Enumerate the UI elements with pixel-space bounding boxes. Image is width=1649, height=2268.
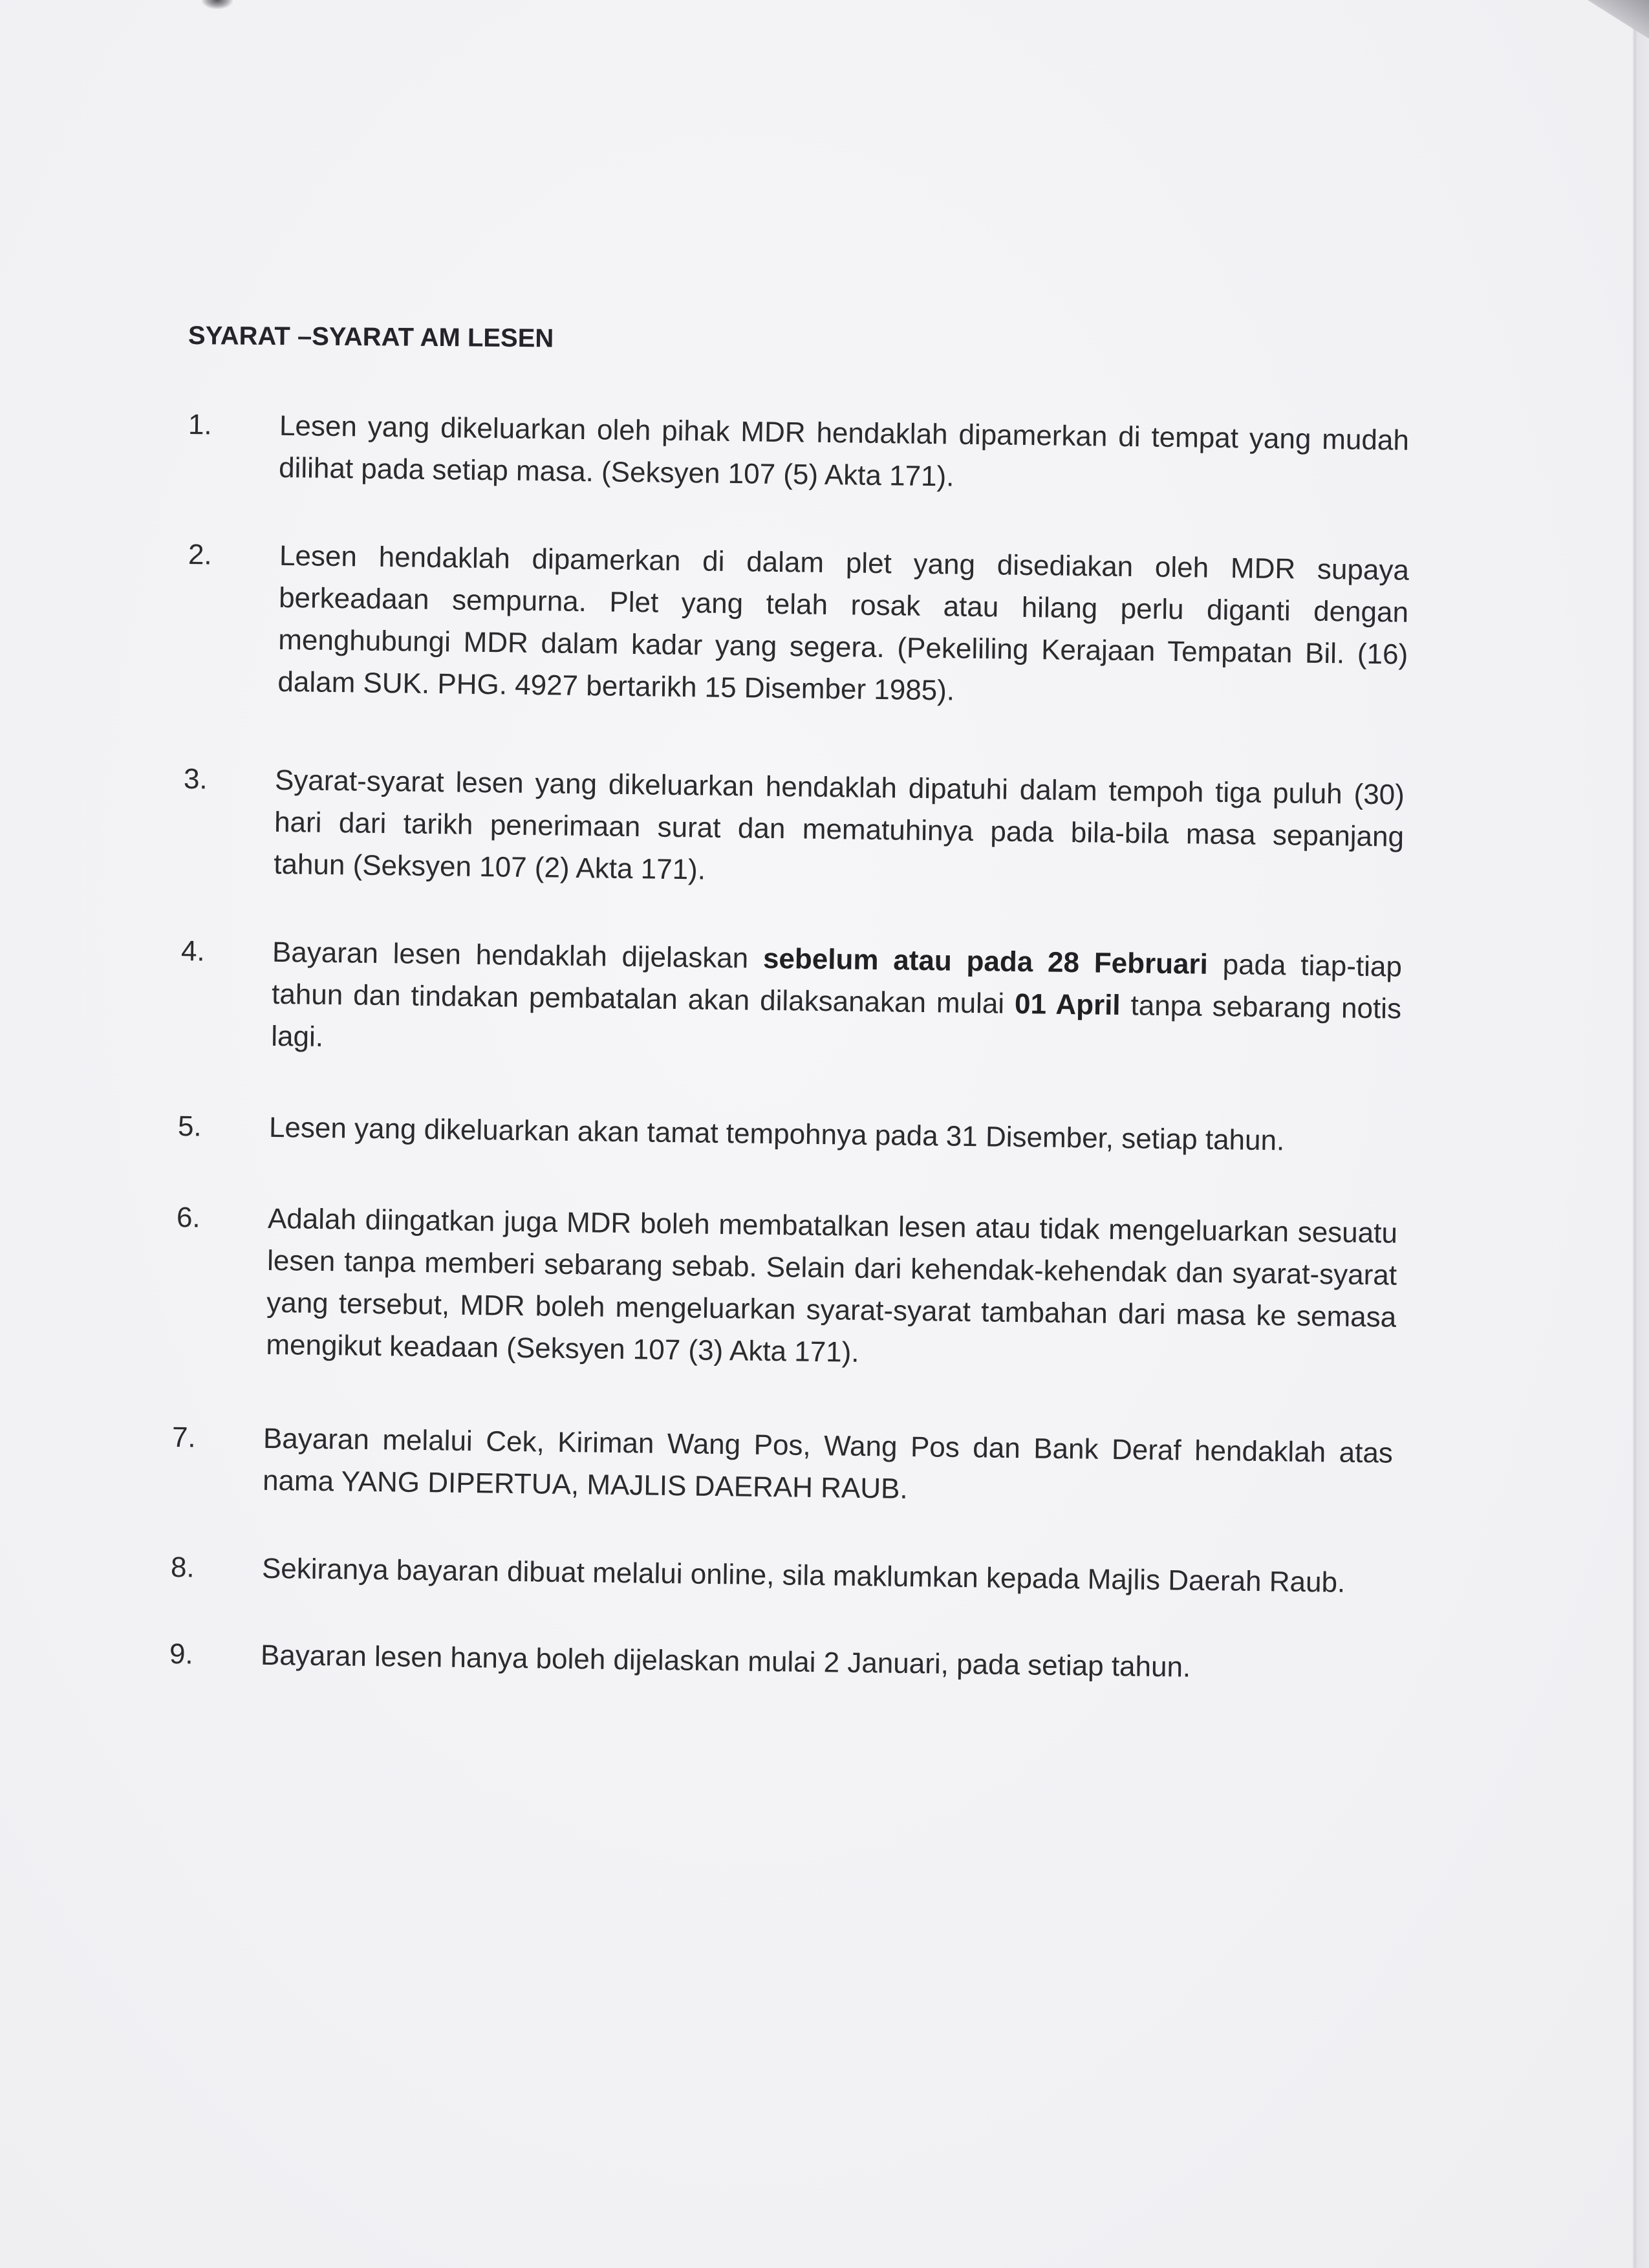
condition-text-line: tahun (Seksyen 107 (2) Akta 171).: [273, 848, 706, 886]
condition-number: 1.: [188, 409, 213, 441]
condition-text: [262, 1548, 1392, 1604]
condition-text-line: Syarat-syarat lesen yang dikeluarkan hendaklah dipatuhi dalam tempoh tiga puluh (30): [274, 764, 1405, 811]
scan-page-edge: [1632, 0, 1649, 2268]
scan-smudge-mark: [202, 0, 233, 9]
scan-corner-shadow: [1588, 0, 1649, 39]
bold-deadline-text: sebelum atau pada 28 Februari: [762, 942, 1209, 980]
condition-text: [261, 1634, 1391, 1691]
condition-text-line: dilihat pada setiap masa. (Seksyen 107 (5) Akta 171).: [278, 451, 954, 493]
condition-number: 5.: [177, 1110, 202, 1143]
text-segment: tanpa sebarang notis: [1120, 989, 1402, 1025]
condition-text-line: berkeadaan sempurna. Plet yang telah rosak atau hilang perlu diganti dengan: [278, 581, 1409, 629]
condition-text-line: Bayaran lesen hanya boleh dijelaskan mulai 2 Januari, pada setiap tahun.: [260, 1639, 1191, 1683]
text-segment: pada tiap-tiap: [1207, 948, 1403, 983]
condition-number: 8.: [170, 1551, 195, 1584]
condition-text: [274, 759, 1405, 900]
text-segment: lagi.: [270, 1020, 324, 1053]
condition-text-line: Adalah diingatkan juga MDR boleh membatalkan lesen atau tidak mengeluarkan sesuatu: [267, 1202, 1398, 1249]
bold-cancellation-date: 01 April: [1014, 988, 1121, 1022]
condition-text-line: mengikut keadaan (Seksyen 107 (3) Akta 171).: [266, 1328, 859, 1368]
condition-number: 2.: [188, 539, 213, 571]
condition-text-line: yang tersebut, MDR boleh mengeluarkan syarat-syarat tambahan dari masa ke semasa: [266, 1286, 1397, 1334]
condition-number: 6.: [176, 1202, 201, 1234]
condition-text-line: menghubungi MDR dalam kadar yang segera. (Pekeliling Kerajaan Tempatan Bil. (16): [277, 623, 1408, 671]
condition-text-line: Bayaran melalui Cek, Kiriman Wang Pos, Wang Pos dan Bank Deraf hendaklah atas: [263, 1422, 1394, 1469]
condition-text: [277, 535, 1409, 718]
condition-text-line: Sekiranya bayaran dibuat melalui online, sila maklumkan kepada Majlis Daerah Raub.: [261, 1552, 1346, 1599]
condition-text: [263, 1418, 1394, 1517]
condition-text-line: lesen tanpa memberi sebarang sebab. Selain dari kehendak-kehendak dan syarat-syarat: [266, 1244, 1397, 1291]
condition-number: 9.: [169, 1638, 194, 1670]
condition-number: 4.: [180, 935, 206, 967]
condition-text-line: Lesen yang dikeluarkan akan tamat tempohnya pada 31 Disember, setiap tahun.: [268, 1111, 1285, 1157]
condition-text-line: nama YANG DIPERTUA, MAJLIS DAERAH RAUB.: [262, 1464, 909, 1505]
text-segment: tahun dan tindakan pembatalan akan dilaksanakan mulai: [271, 978, 1015, 1020]
condition-text: [269, 1107, 1399, 1163]
condition-text-line: hari dari tarikh penerimaan surat dan mematuhinya pada bila-bila masa sepanjang: [274, 806, 1405, 853]
document-title: SYARAT –SYARAT AM LESEN: [188, 321, 554, 353]
text-segment: Bayaran lesen hendaklah dijelaskan: [272, 936, 764, 975]
condition-text-line: dalam SUK. PHG. 4927 bertarikh 15 Disember 1985).: [277, 665, 955, 707]
condition-text: [271, 931, 1402, 1072]
condition-text: [266, 1198, 1397, 1381]
condition-number: 7.: [171, 1421, 197, 1454]
condition-text: [279, 405, 1410, 504]
condition-text-line: Lesen yang dikeluarkan oleh pihak MDR hendaklah dipamerkan di tempat yang mudah: [279, 409, 1410, 457]
condition-text-line: Lesen hendaklah dipamerkan di dalam plet yang disediakan oleh MDR supaya: [279, 539, 1410, 587]
condition-number: 3.: [183, 763, 208, 795]
